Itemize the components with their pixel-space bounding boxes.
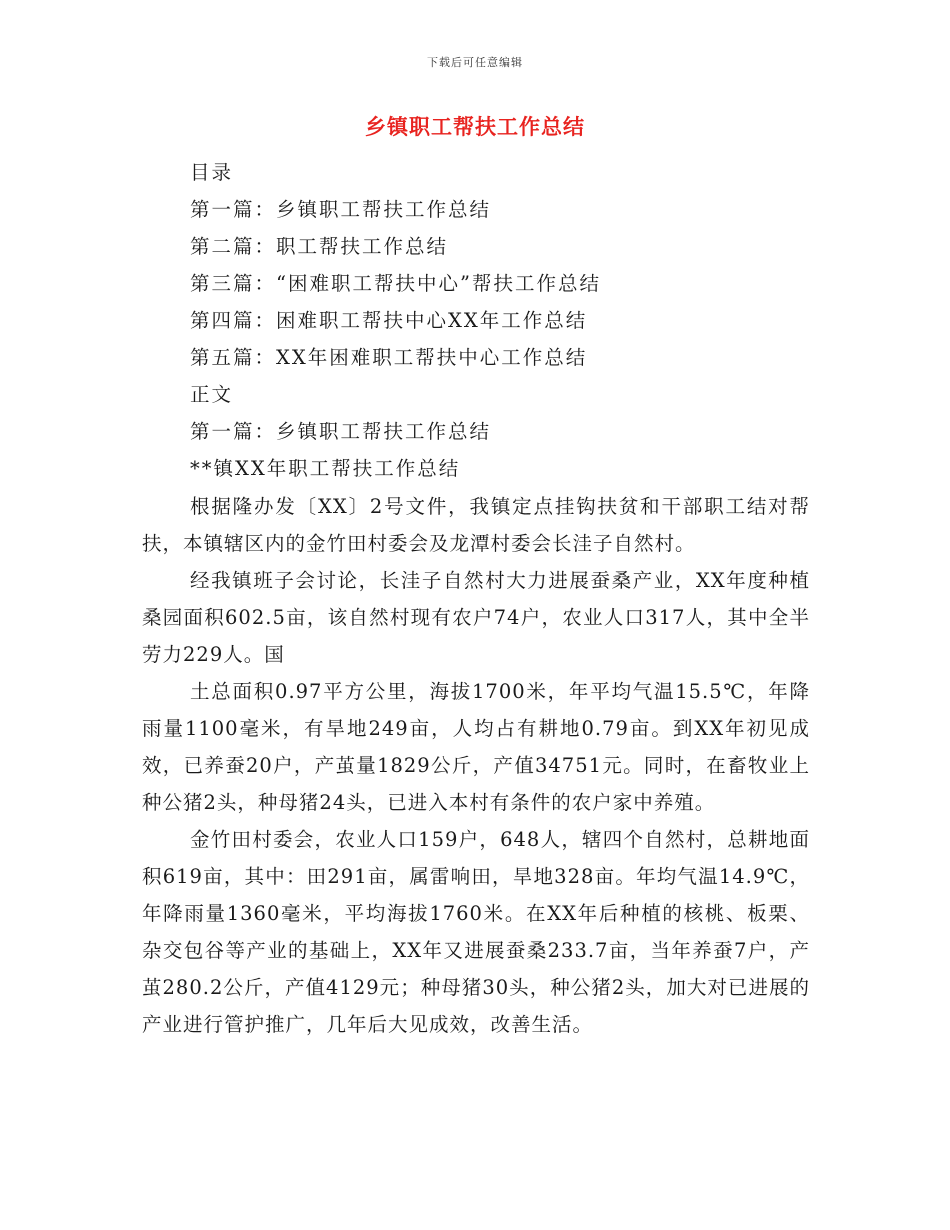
section-heading: 第一篇：乡镇职工帮扶工作总结 [190, 420, 492, 443]
body-heading: 正文 [190, 383, 234, 406]
toc-item-4: 第四篇：困难职工帮扶中心XX年工作总结 [190, 309, 588, 332]
toc-item-1: 第一篇：乡镇职工帮扶工作总结 [190, 198, 492, 221]
paragraph: 金竹田村委会，农业人口159户，648人，辖四个自然村，总耕地面积619亩，其中：田291亩，属雷响田，旱地328亩。年均气温14.9℃，年降雨量1360毫米，平均海拔1760米。在XX年后种植的核桃、板栗、杂交包谷等产业的基础上，XX年又进展蚕桑233.7亩，当年养蚕7户，产茧280.2公斤，产值4129元；种母猪30头，种公猪2头，加大对已进展的产业进行管护推广，几年后大见成效，改善生活。 [142, 828, 810, 1036]
toc-item-5: 第五篇：XX年困难职工帮扶中心工作总结 [190, 346, 588, 369]
toc-item-2: 第二篇：职工帮扶工作总结 [190, 235, 449, 258]
toc-item-3: 第三篇：“困难职工帮扶中心”帮扶工作总结 [190, 272, 601, 295]
paragraph: 根据隆办发〔XX〕2号文件，我镇定点挂钩扶贫和干部职工结对帮扶，本镇辖区内的金竹田村委会及龙潭村委会长洼子自然村。 [142, 495, 810, 555]
toc-heading: 目录 [190, 161, 234, 184]
body-text [142, 488, 810, 1043]
document-title: 乡镇职工帮扶工作总结 [365, 114, 585, 139]
section-subtitle: **镇XX年职工帮扶工作总结 [190, 457, 461, 480]
table-of-contents [190, 156, 830, 489]
paragraph: 土总面积0.97平方公里，海拔1700米，年平均气温15.5℃，年降雨量1100毫米，有旱地249亩，人均占有耕地0.79亩。到XX年初见成效，已养蚕20户，产茧量1829公斤，产值34751元。同时，在畜牧业上种公猪2头，种母猪24头，已进入本村有条件的农户家中养殖。 [142, 680, 810, 814]
paragraph: 经我镇班子会讨论，长洼子自然村大力进展蚕桑产业，XX年度种植桑园面积602.5亩，该自然村现有农户74户，农业人口317人，其中全半劳力229人。国 [142, 569, 810, 666]
header-note: 下载后可任意编辑 [427, 56, 523, 69]
